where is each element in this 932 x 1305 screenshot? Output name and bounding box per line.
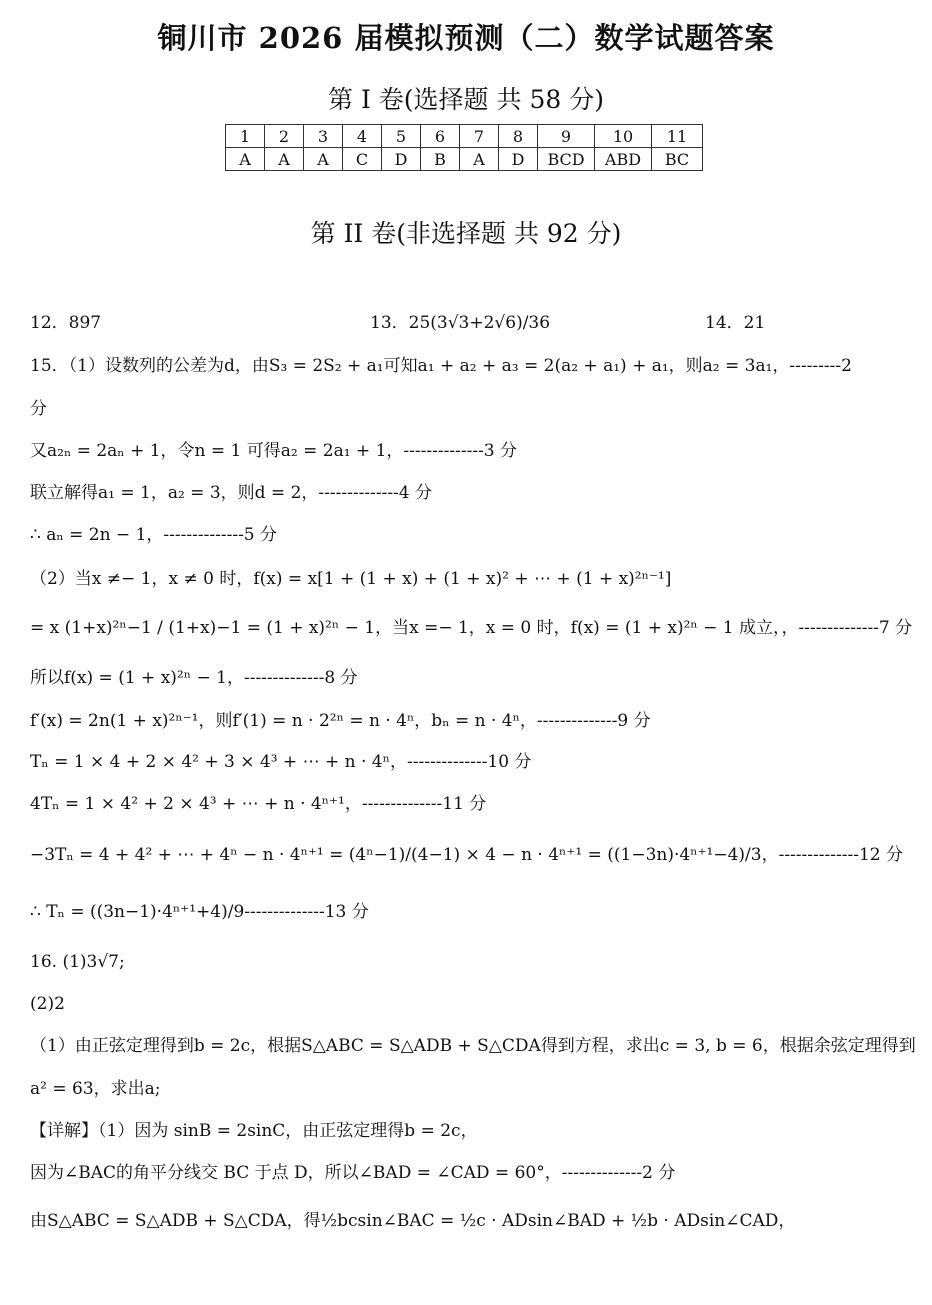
- solution-line: 15．（1）设数列的公差为d，由S₃ = 2S₂ + a₁可知a₁ + a₂ + a₃ = 2(a₂ + a₁) + a₁，则a₂ = 3a₁，---------2: [30, 356, 852, 376]
- solution-line: 联立解得a₁ = 1，a₂ = 3，则d = 2，--------------4 分: [30, 483, 433, 503]
- solution-line: （1）由正弦定理得到b = 2c，根据S△ABC = S△ADB + S△CDA得到方程，求出c = 3, b = 6，根据余弦定理得到: [30, 1036, 916, 1056]
- solution-line: （2）当x ≠− 1，x ≠ 0 时，f(x) = x[1 + (1 + x) + (1 + x)² + ⋯ + (1 + x)²ⁿ⁻¹]: [30, 569, 672, 589]
- answer-q14: 14．21: [705, 313, 766, 333]
- question-number: 10: [595, 125, 652, 148]
- question-number: 9: [538, 125, 595, 148]
- solution-line: 又a₂ₙ = 2aₙ + 1，令n = 1 可得a₂ = 2a₁ + 1，--------------3 分: [30, 441, 518, 461]
- answer-cell: A: [226, 148, 265, 171]
- section-1-title: 第 I 卷(选择题 共 58 分): [328, 85, 604, 114]
- answer-cell: D: [382, 148, 421, 171]
- answer-cell: BCD: [538, 148, 595, 171]
- solution-line: 所以f(x) = (1 + x)²ⁿ − 1，--------------8 分: [30, 668, 358, 688]
- solution-line: ∴ Tₙ = ((3n−1)·4ⁿ⁺¹+4)/9--------------13 分: [30, 902, 369, 922]
- answer-cell: A: [460, 148, 499, 171]
- question-number: 8: [499, 125, 538, 148]
- page-title: 铜川市 2026 届模拟预测（二）数学试题答案: [157, 21, 775, 55]
- solution-line: 【详解】（1）因为 sinB = 2sinC，由正弦定理得b = 2c，: [30, 1121, 478, 1141]
- section-2-title: 第 II 卷(非选择题 共 92 分): [310, 219, 622, 248]
- answer-table-number-row: [226, 125, 703, 148]
- solution-line: (2)2: [30, 994, 65, 1014]
- answer-q13: 13．25(3√3+2√6)/36: [370, 313, 551, 333]
- solution-line: ∴ aₙ = 2n − 1，--------------5 分: [30, 525, 278, 545]
- solution-line: −3Tₙ = 4 + 4² + ⋯ + 4ⁿ − n · 4ⁿ⁺¹ = (4ⁿ−1)/(4−1) × 4 − n · 4ⁿ⁺¹ = ((1−3n)·4ⁿ⁺¹−4)/3，--------------12 分: [30, 845, 904, 865]
- answer-cell: D: [499, 148, 538, 171]
- answer-cell: A: [265, 148, 304, 171]
- answer-cell: A: [304, 148, 343, 171]
- solution-line: f′(x) = 2n(1 + x)²ⁿ⁻¹，则f′(1) = n · 2²ⁿ = n · 4ⁿ，bₙ = n · 4ⁿ，--------------9 分: [30, 711, 651, 731]
- solution-line: Tₙ = 1 × 4 + 2 × 4² + 3 × 4³ + ⋯ + n · 4ⁿ，--------------10 分: [30, 752, 532, 772]
- solution-line: 16. (1)3√7;: [30, 952, 125, 972]
- solution-line: 由S△ABC = S△ADB + S△CDA，得½bcsin∠BAC = ½c · ADsin∠BAD + ½b · ADsin∠CAD，: [30, 1211, 796, 1231]
- question-number: 7: [460, 125, 499, 148]
- answer-table-answer-row: [226, 148, 703, 171]
- solution-line: 分: [30, 399, 47, 419]
- question-number: 1: [226, 125, 265, 148]
- solution-line: 因为∠BAC的角平分线交 BC 于点 D，所以∠BAD = ∠CAD = 60°，--------------2 分: [30, 1163, 676, 1183]
- solution-line: 4Tₙ = 1 × 4² + 2 × 4³ + ⋯ + n · 4ⁿ⁺¹，--------------11 分: [30, 794, 487, 814]
- answer-cell: B: [421, 148, 460, 171]
- question-number: 4: [343, 125, 382, 148]
- question-number: 11: [652, 125, 703, 148]
- question-number: 6: [421, 125, 460, 148]
- answer-cell: BC: [652, 148, 703, 171]
- solution-line: = x (1+x)²ⁿ−1 / (1+x)−1 = (1 + x)²ⁿ − 1，当x =− 1，x = 0 时，f(x) = (1 + x)²ⁿ − 1 成立，，--------------7 分: [30, 618, 913, 638]
- answer-cell: C: [343, 148, 382, 171]
- answer-q12: 12．897: [30, 313, 102, 333]
- question-number: 2: [265, 125, 304, 148]
- solution-line: a² = 63，求出a;: [30, 1079, 161, 1099]
- question-number: 5: [382, 125, 421, 148]
- answer-table: [225, 124, 703, 171]
- answer-cell: ABD: [595, 148, 652, 171]
- question-number: 3: [304, 125, 343, 148]
